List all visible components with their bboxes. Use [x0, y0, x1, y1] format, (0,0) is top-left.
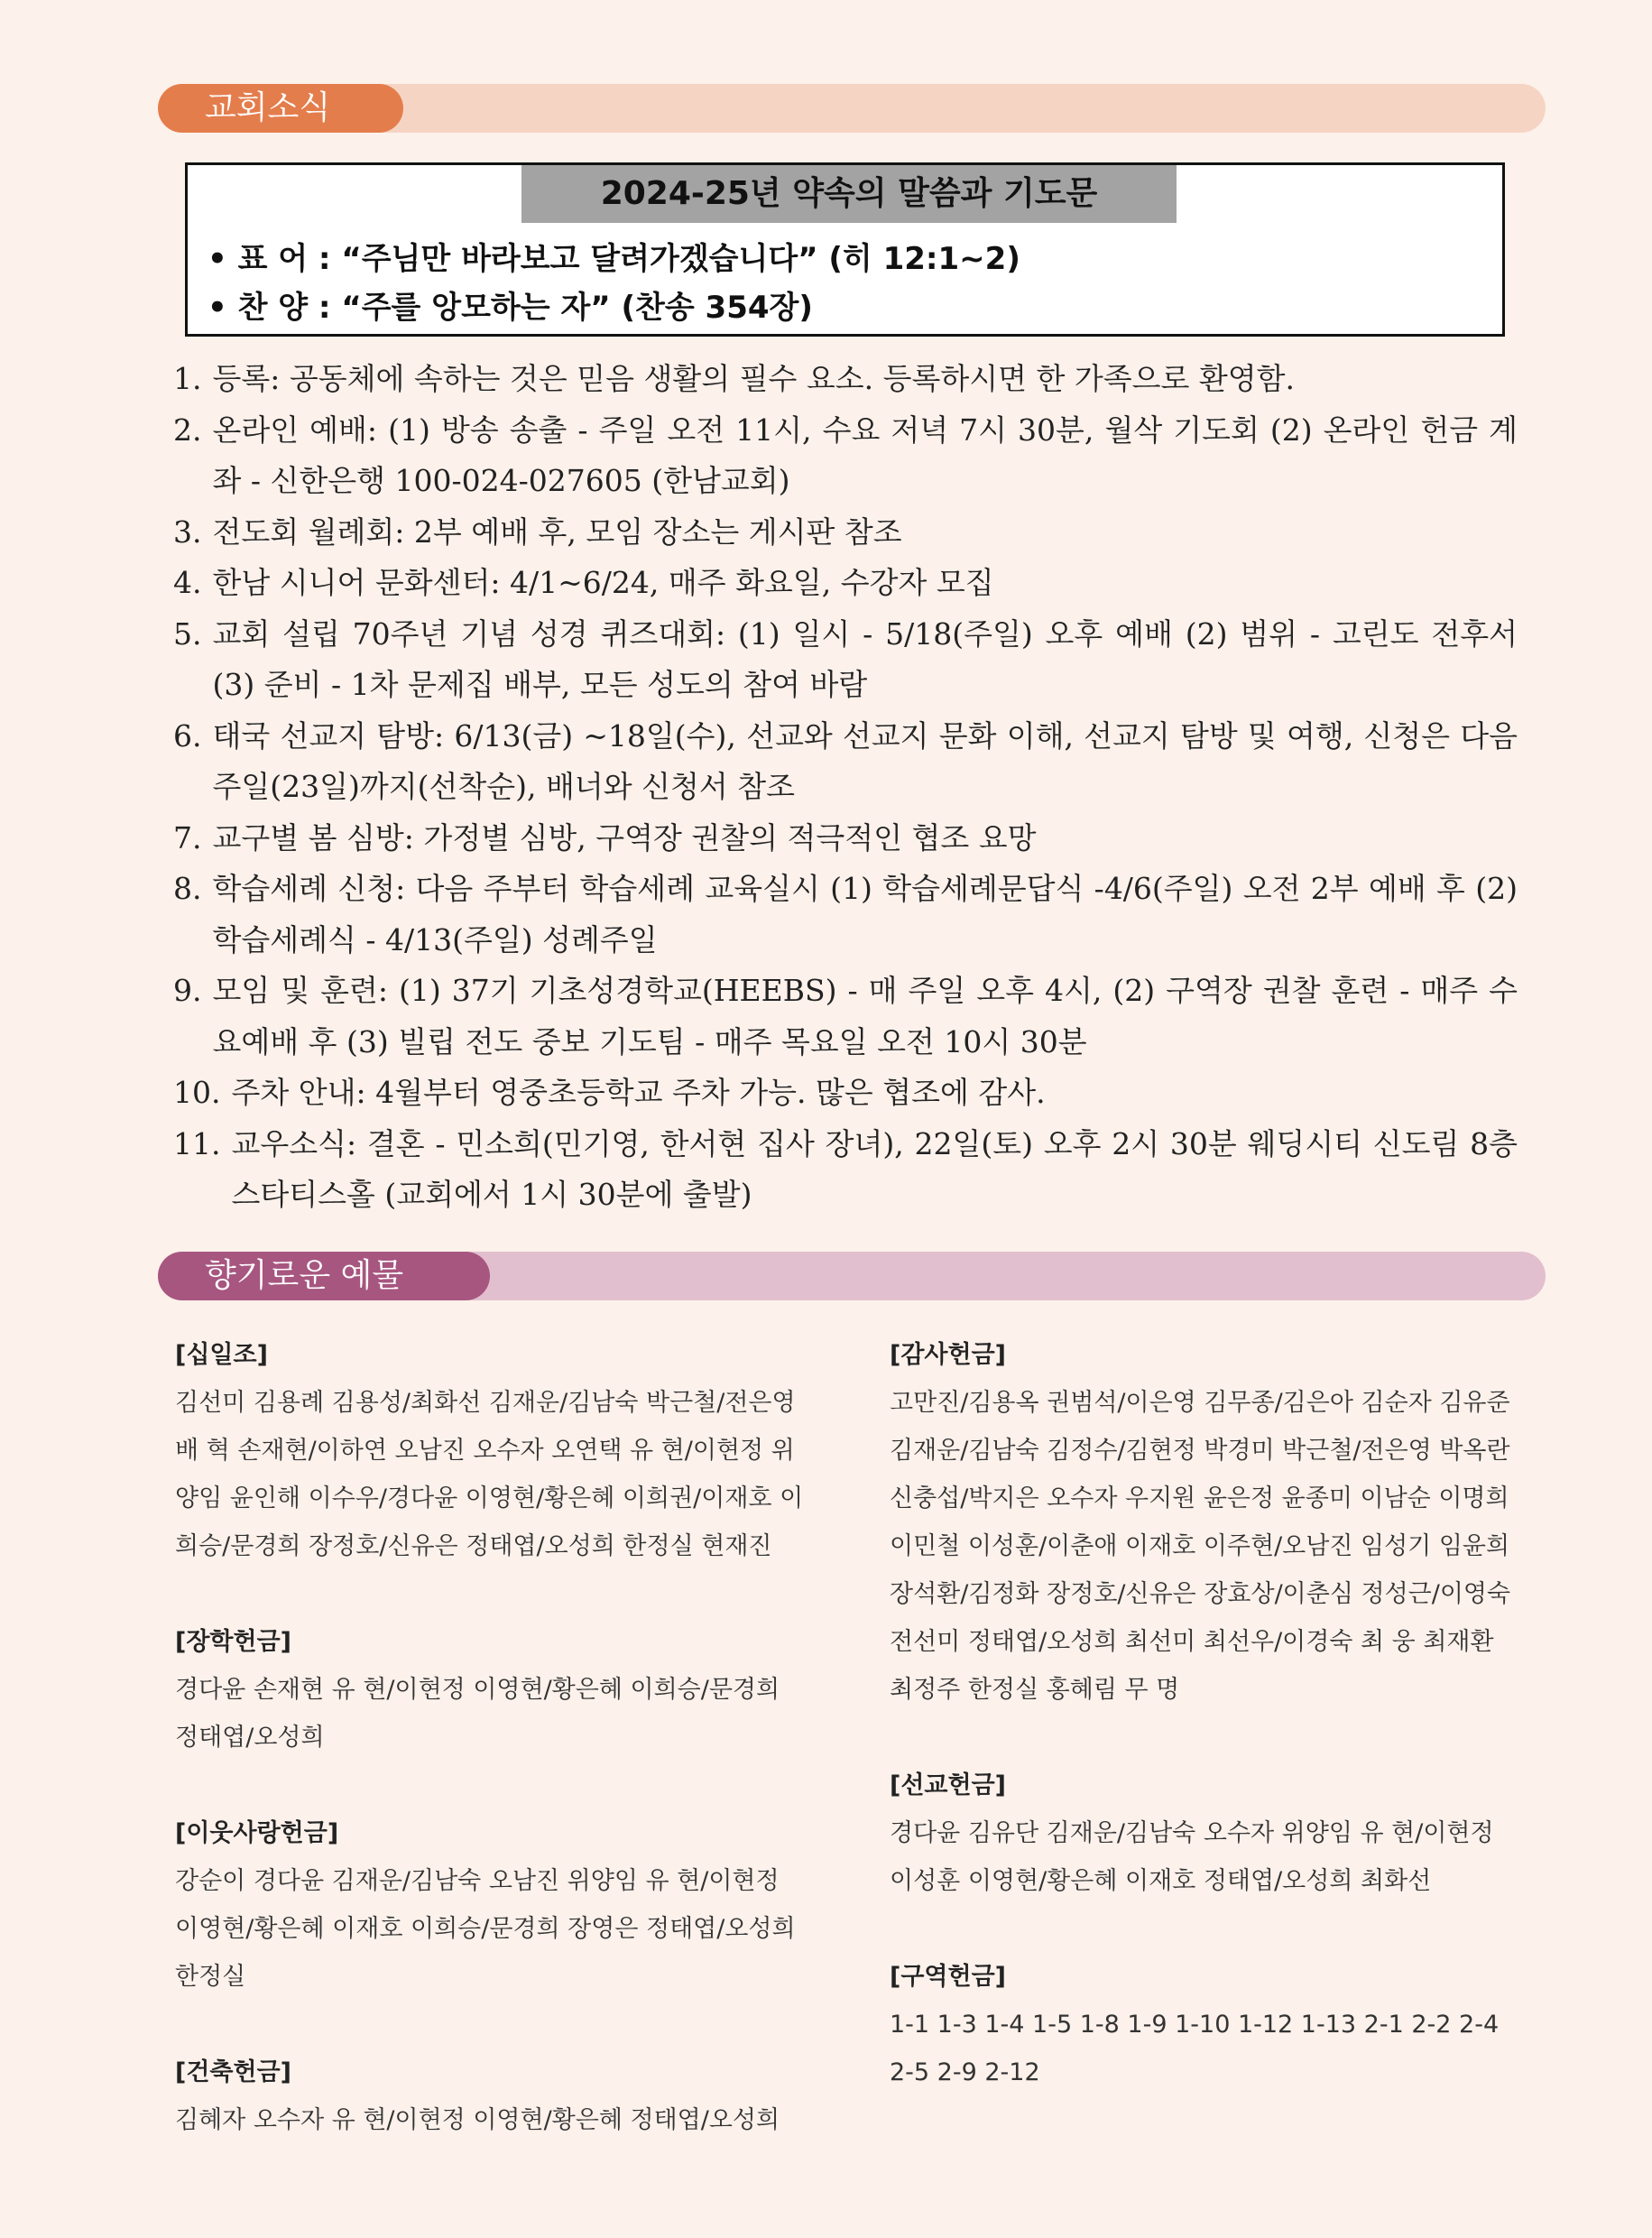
news-item [173, 354, 1518, 405]
offering-title: [건축헌금] [175, 2058, 292, 2086]
news-number: 5. [173, 615, 202, 652]
verse-box [185, 162, 1505, 337]
news-number: 4. [173, 565, 202, 600]
offering-group-tithe [175, 1331, 807, 1570]
news-number: 6. [173, 717, 202, 754]
news-text: 태국 선교지 탐방: 6/13(금) ~18일(수), 선교와 선교지 문화 이해, 선교지 탐방 및 여행, 신청은 다음 주일(23일)까지(선착순), 배너와 신청서 참조 [212, 717, 1518, 804]
news-text: 학습세례 신청: 다음 주부터 학습세례 교육실시 (1) 학습세례문답식 -4/6(주일) 오전 2부 예배 후 (2) 학습세례식 - 4/13(주일) 성례주일 [212, 871, 1518, 957]
news-text: 주차 안내: 4월부터 영중초등학교 주차 가능. 많은 협조에 감사. [231, 1075, 1046, 1110]
section-bar-news [158, 84, 1546, 133]
news-item [173, 813, 1518, 865]
offering-group-thanksgiving [890, 1331, 1521, 1714]
offering-group-mission [890, 1762, 1521, 1905]
offering-names: 경다윤 김유단 김재운/김남숙 오수자 위양임 유 현/이현정 이성훈 이영현/황은혜 이재호 정태엽/오성희 최화선 [890, 1819, 1494, 1895]
section-title-news: 교회소식 [158, 84, 403, 133]
news-number: 8. [173, 871, 202, 906]
news-item [173, 1068, 1518, 1119]
news-text: 교구별 봄 심방: 가정별 심방, 구역장 권찰의 적극적인 협조 요망 [212, 819, 1037, 855]
verse-hymn: • 찬 양 : “주를 앙모하는 자” (찬송 354장) [208, 290, 813, 326]
news-number: 9. [173, 973, 202, 1008]
offering-group-district [890, 1953, 1521, 2096]
offerings-left-column [175, 1331, 807, 2192]
news-item [173, 507, 1518, 559]
verse-title: 2024-25년 약속의 말씀과 기도문 [521, 165, 1177, 223]
offering-title: [구역헌금] [890, 1963, 1007, 1991]
news-text: 온라인 예배: (1) 방송 송출 - 주일 오전 11시, 수요 저녁 7시 30분, 월삭 기도회 (2) 온라인 헌금 계좌 - 신한은행 100-024-027605 (한남교회) [212, 412, 1518, 498]
offering-names: 경다윤 손재현 유 현/이현정 이영현/황은혜 이희승/문경희 정태엽/오성희 [175, 1676, 780, 1752]
news-item [173, 864, 1518, 966]
offering-names: 1-1 1-3 1-4 1-5 1-8 1-9 1-10 1-12 1-13 2-1 2-2 2-4 2-5 2-9 2-12 [890, 2011, 1500, 2086]
offering-names: 강순이 경다윤 김재운/김남숙 오남진 위양임 유 현/이현정 이영현/황은혜 이재호 이희승/문경희 장영은 정태엽/오성희 한정실 [175, 1867, 796, 1991]
offering-title: [선교헌금] [890, 1771, 1007, 1799]
verse-motto: • 표 어 : “주님만 바라보고 달려가겠습니다” (히 12:1~2) [208, 241, 1020, 277]
news-number: 2. [173, 412, 202, 448]
section-bar-offerings [158, 1252, 1546, 1300]
offering-names: 고만진/김용옥 권범석/이은영 김무종/김은아 김순자 김유준 김재운/김남숙 김정수/김현정 박경미 박근철/전은영 박옥란 신충섭/박지은 오수자 우지원 윤은정 윤종미 이남순 이명희 이민철 이성훈/이춘애 이재호 이주현/오남진 임성기 임윤희 장석환/김정화 장정호/신유은 장효상/이춘심 정성근/이영숙 전선미 정태엽/오성희 최선미 최선우/이경숙 최 웅 최재환 최정주 한정실 홍혜림 무 명 [890, 1389, 1511, 1704]
news-text: 교회 설립 70주년 기념 성경 퀴즈대회: (1) 일시 - 5/18(주일) 오후 예배 (2) 범위 - 고린도 전후서 (3) 준비 - 1차 문제집 배부, 모든 성도의 참여 바람 [212, 615, 1518, 702]
news-number: 10. [173, 1075, 221, 1110]
offering-title: [이웃사랑헌금] [175, 1819, 339, 1847]
offering-title: [십일조] [175, 1341, 268, 1369]
news-item [173, 711, 1518, 813]
offering-group-neighbor-love [175, 1809, 807, 2001]
section-title-offerings: 향기로운 예물 [158, 1252, 490, 1300]
offering-title: [장학헌금] [175, 1628, 292, 1656]
news-item [173, 558, 1518, 609]
offering-group-scholarship [175, 1618, 807, 1762]
offering-group-building [175, 2048, 807, 2144]
news-item [173, 405, 1518, 507]
news-item [173, 609, 1518, 711]
news-text: 한남 시니어 문화센터: 4/1~6/24, 매주 화요일, 수강자 모집 [212, 565, 994, 600]
news-item [173, 966, 1518, 1068]
offering-names: 김선미 김용례 김용성/최화선 김재운/김남숙 박근철/전은영 배 혁 손재현/이하연 오남진 오수자 오연택 유 현/이현정 위양임 윤인해 이수우/경다윤 이영현/황은혜 이희권/이재호 이희승/문경희 장정호/신유은 정태엽/오성희 한정실 현재진 [175, 1389, 804, 1560]
offering-names: 김혜자 오수자 유 현/이현정 이영현/황은혜 정태엽/오성희 [175, 2106, 780, 2134]
news-number: 3. [173, 513, 202, 550]
news-text: 전도회 월례회: 2부 예배 후, 모임 장소는 게시판 참조 [212, 513, 902, 550]
news-text: 모임 및 훈련: (1) 37기 기초성경학교(HEEBS) - 매 주일 오후 4시, (2) 구역장 권찰 훈련 - 매주 수요예배 후 (3) 빌립 전도 중보 기도팀 - 매주 목요일 오전 10시 30분 [212, 973, 1518, 1059]
news-list [173, 354, 1518, 1221]
offerings-right-column [890, 1331, 1521, 2144]
news-text: 등록: 공동체에 속하는 것은 믿음 생활의 필수 요소. 등록하시면 한 가족으로 환영함. [212, 361, 1295, 396]
news-number: 7. [173, 819, 202, 855]
news-item [173, 1119, 1518, 1221]
news-text: 교우소식: 결혼 - 민소희(민기영, 한서현 집사 장녀), 22일(토) 오후 2시 30분 웨딩시티 신도림 8층 스타티스홀 (교회에서 1시 30분에 출발) [231, 1125, 1518, 1212]
offering-title: [감사헌금] [890, 1341, 1007, 1369]
news-number: 1. [173, 361, 202, 396]
news-number: 11. [173, 1125, 221, 1161]
